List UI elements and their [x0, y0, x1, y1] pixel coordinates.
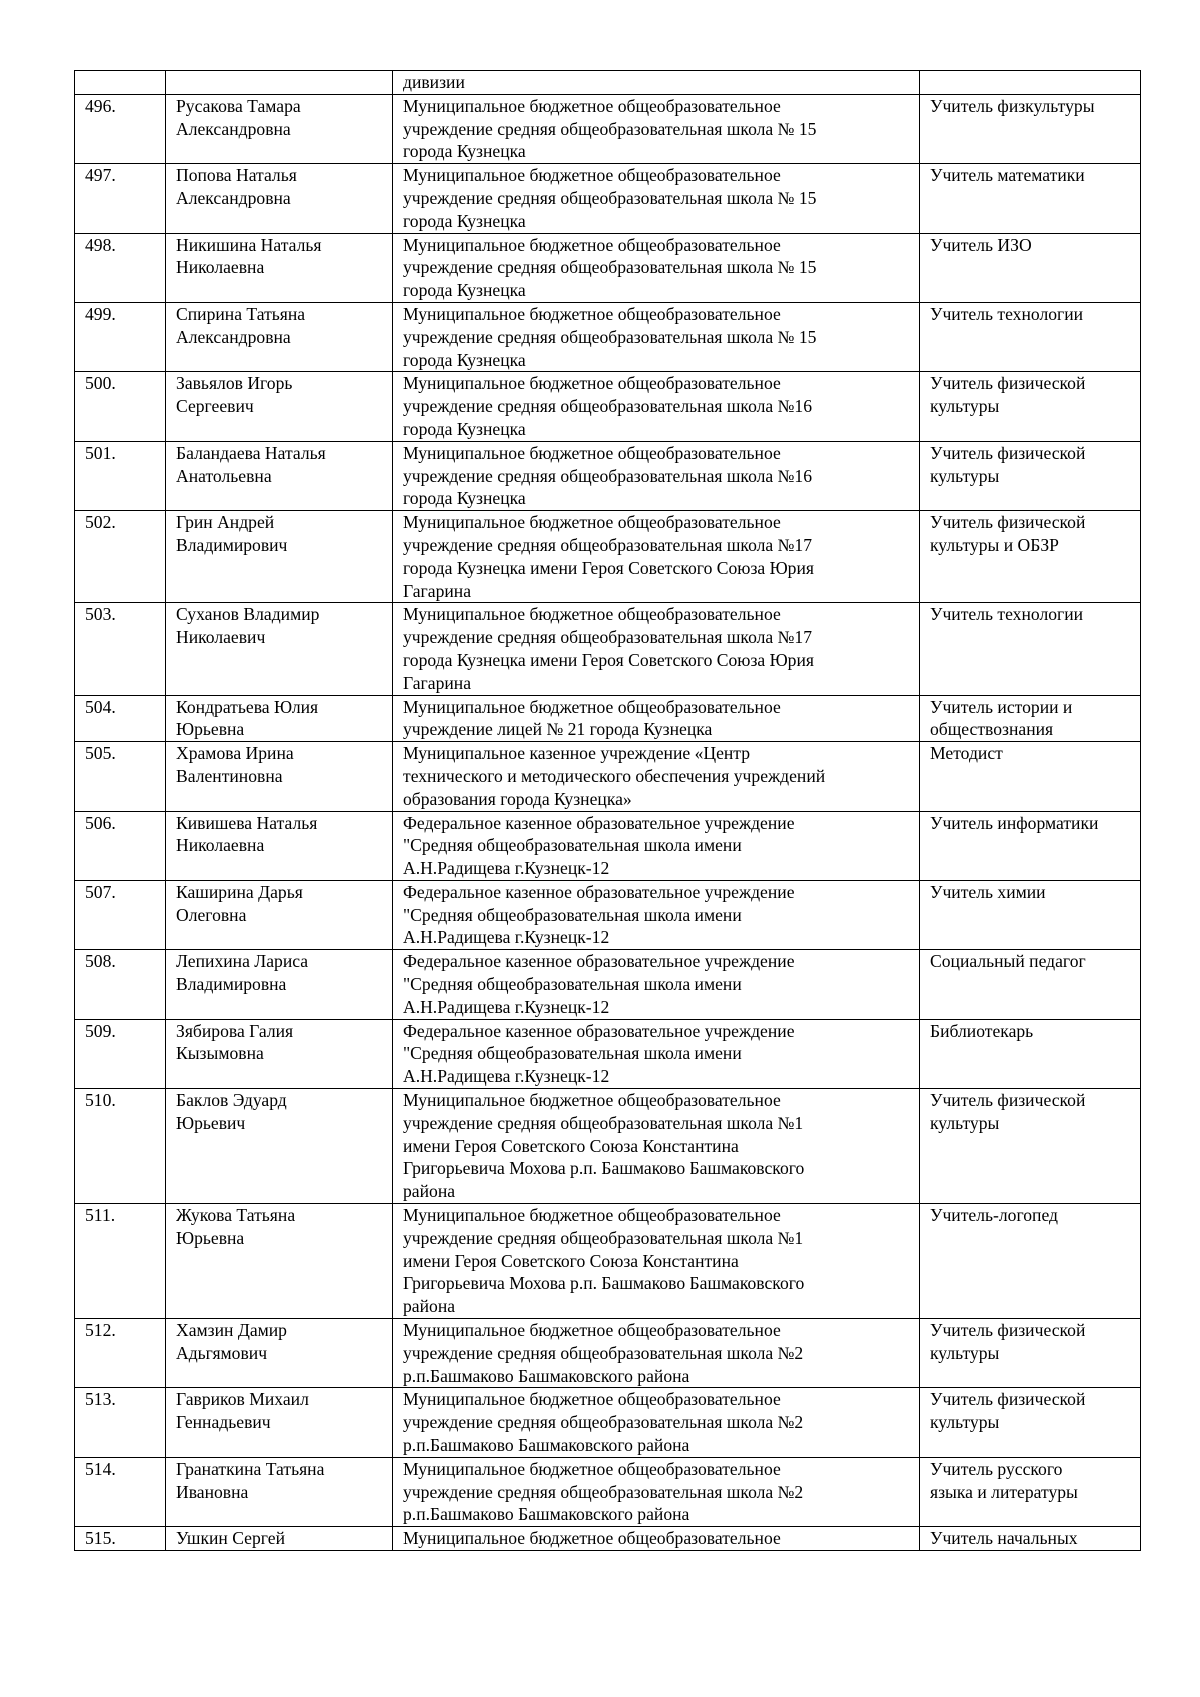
table-row — [75, 742, 1141, 811]
table-row — [75, 811, 1141, 880]
person-name: Баклов Эдуард Юрьевич — [166, 1089, 393, 1204]
table-row — [75, 71, 1141, 95]
row-number: 507. — [75, 880, 166, 949]
person-name: Гранаткина Татьяна Ивановна — [166, 1457, 393, 1526]
organization: Муниципальное бюджетное общеобразовательное учреждение средняя общеобразовательная школа № 15 города Кузнецка — [393, 94, 920, 163]
person-name: Русакова Тамара Александровна — [166, 94, 393, 163]
table-row — [75, 1019, 1141, 1088]
organization: Муниципальное бюджетное общеобразовательное учреждение средняя общеобразовательная школа № 15 города Кузнецка — [393, 302, 920, 371]
person-name: Жукова Татьяна Юрьевна — [166, 1204, 393, 1319]
row-number: 502. — [75, 511, 166, 603]
person-name: Суханов Владимир Николаевич — [166, 603, 393, 695]
organization: Муниципальное бюджетное общеобразовательное учреждение средняя общеобразовательная школа №17 города Кузнецка имени Героя Советского Союза Юрия Гагарина — [393, 511, 920, 603]
organization: дивизии — [393, 71, 920, 95]
job-position: Учитель технологии — [920, 603, 1141, 695]
person-name: Хамзин Дамир Адьгямович — [166, 1319, 393, 1388]
table-row — [75, 950, 1141, 1019]
table-row — [75, 1527, 1141, 1551]
organization: Федеральное казенное образовательное учреждение "Средняя общеобразовательная школа имени А.Н.Радищева г.Кузнецк-12 — [393, 1019, 920, 1088]
person-name: Храмова Ирина Валентиновна — [166, 742, 393, 811]
table-row — [75, 1388, 1141, 1457]
row-number: 513. — [75, 1388, 166, 1457]
person-name: Кондратьева Юлия Юрьевна — [166, 695, 393, 742]
organization: Федеральное казенное образовательное учреждение "Средняя общеобразовательная школа имени А.Н.Радищева г.Кузнецк-12 — [393, 950, 920, 1019]
row-number: 501. — [75, 441, 166, 510]
job-position: Учитель физкультуры — [920, 94, 1141, 163]
table-row — [75, 603, 1141, 695]
job-position: Учитель-логопед — [920, 1204, 1141, 1319]
organization: Муниципальное бюджетное общеобразовательное учреждение лицей № 21 города Кузнецка — [393, 695, 920, 742]
row-number: 499. — [75, 302, 166, 371]
row-number: 509. — [75, 1019, 166, 1088]
table-row — [75, 1089, 1141, 1204]
row-number: 511. — [75, 1204, 166, 1319]
row-number: 505. — [75, 742, 166, 811]
table-row — [75, 880, 1141, 949]
person-name: Ушкин Сергей — [166, 1527, 393, 1551]
table-row — [75, 233, 1141, 302]
person-name: Баландаева Наталья Анатольевна — [166, 441, 393, 510]
job-position: Учитель химии — [920, 880, 1141, 949]
row-number: 503. — [75, 603, 166, 695]
row-number: 496. — [75, 94, 166, 163]
job-position: Учитель физической культуры — [920, 441, 1141, 510]
person-name: Каширина Дарья Олеговна — [166, 880, 393, 949]
job-position: Учитель физической культуры — [920, 1388, 1141, 1457]
table-row — [75, 1204, 1141, 1319]
job-position: Учитель русского языка и литературы — [920, 1457, 1141, 1526]
table-row — [75, 1457, 1141, 1526]
person-name: Кивишева Наталья Николаевна — [166, 811, 393, 880]
job-position: Учитель ИЗО — [920, 233, 1141, 302]
job-position: Учитель истории и обществознания — [920, 695, 1141, 742]
organization: Муниципальное казенное учреждение «Центр технического и методического обеспечения учреждений образования города Кузнецка» — [393, 742, 920, 811]
organization: Муниципальное бюджетное общеобразовательное учреждение средняя общеобразовательная школа №1 имени Героя Советского Союза Константина Григорьевича Мохова р.п. Башмаково Башмаковского района — [393, 1204, 920, 1319]
table-body — [75, 71, 1141, 1551]
row-number: 512. — [75, 1319, 166, 1388]
job-position: Учитель информатики — [920, 811, 1141, 880]
job-position: Учитель начальных — [920, 1527, 1141, 1551]
job-position: Социальный педагог — [920, 950, 1141, 1019]
organization: Муниципальное бюджетное общеобразовательное учреждение средняя общеобразовательная школа №2 р.п.Башмаково Башмаковского района — [393, 1457, 920, 1526]
organization: Муниципальное бюджетное общеобразовательное учреждение средняя общеобразовательная школа №17 города Кузнецка имени Героя Советского Союза Юрия Гагарина — [393, 603, 920, 695]
person-name: Спирина Татьяна Александровна — [166, 302, 393, 371]
table-row — [75, 302, 1141, 371]
job-position: Учитель физической культуры и ОБЗР — [920, 511, 1141, 603]
job-position: Методист — [920, 742, 1141, 811]
organization: Муниципальное бюджетное общеобразовательное учреждение средняя общеобразовательная школа № 15 города Кузнецка — [393, 233, 920, 302]
row-number: 506. — [75, 811, 166, 880]
table-row — [75, 1319, 1141, 1388]
person-name: Грин Андрей Владимирович — [166, 511, 393, 603]
job-position: Учитель физической культуры — [920, 372, 1141, 441]
row-number: 504. — [75, 695, 166, 742]
job-position — [920, 71, 1141, 95]
job-position: Учитель физической культуры — [920, 1319, 1141, 1388]
row-number: 515. — [75, 1527, 166, 1551]
row-number: 508. — [75, 950, 166, 1019]
row-number: 500. — [75, 372, 166, 441]
table-row — [75, 695, 1141, 742]
organization: Федеральное казенное образовательное учреждение "Средняя общеобразовательная школа имени А.Н.Радищева г.Кузнецк-12 — [393, 811, 920, 880]
row-number: 510. — [75, 1089, 166, 1204]
organization: Муниципальное бюджетное общеобразовательное учреждение средняя общеобразовательная школа №2 р.п.Башмаково Башмаковского района — [393, 1388, 920, 1457]
row-number: 497. — [75, 164, 166, 233]
organization: Муниципальное бюджетное общеобразовательное учреждение средняя общеобразовательная школа №16 города Кузнецка — [393, 372, 920, 441]
person-name: Завьялов Игорь Сергеевич — [166, 372, 393, 441]
organization: Муниципальное бюджетное общеобразовательное учреждение средняя общеобразовательная школа №16 города Кузнецка — [393, 441, 920, 510]
row-number: 514. — [75, 1457, 166, 1526]
job-position: Учитель математики — [920, 164, 1141, 233]
job-position: Учитель физической культуры — [920, 1089, 1141, 1204]
row-number — [75, 71, 166, 95]
person-name: Лепихина Лариса Владимировна — [166, 950, 393, 1019]
job-position: Библиотекарь — [920, 1019, 1141, 1088]
person-name — [166, 71, 393, 95]
row-number: 498. — [75, 233, 166, 302]
organization: Муниципальное бюджетное общеобразовательное учреждение средняя общеобразовательная школа №1 имени Героя Советского Союза Константина Григорьевича Мохова р.п. Башмаково Башмаковского района — [393, 1089, 920, 1204]
table-row — [75, 441, 1141, 510]
organization: Федеральное казенное образовательное учреждение "Средняя общеобразовательная школа имени А.Н.Радищева г.Кузнецк-12 — [393, 880, 920, 949]
table-row — [75, 164, 1141, 233]
person-name: Гавриков Михаил Геннадьевич — [166, 1388, 393, 1457]
person-name: Никишина Наталья Николаевна — [166, 233, 393, 302]
participants-table — [74, 70, 1141, 1551]
person-name: Зябирова Галия Кызымовна — [166, 1019, 393, 1088]
organization: Муниципальное бюджетное общеобразовательное учреждение средняя общеобразовательная школа № 15 города Кузнецка — [393, 164, 920, 233]
table-row — [75, 94, 1141, 163]
organization: Муниципальное бюджетное общеобразовательное учреждение средняя общеобразовательная школа №2 р.п.Башмаково Башмаковского района — [393, 1319, 920, 1388]
table-row — [75, 372, 1141, 441]
job-position: Учитель технологии — [920, 302, 1141, 371]
table-row — [75, 511, 1141, 603]
person-name: Попова Наталья Александровна — [166, 164, 393, 233]
organization: Муниципальное бюджетное общеобразовательное — [393, 1527, 920, 1551]
